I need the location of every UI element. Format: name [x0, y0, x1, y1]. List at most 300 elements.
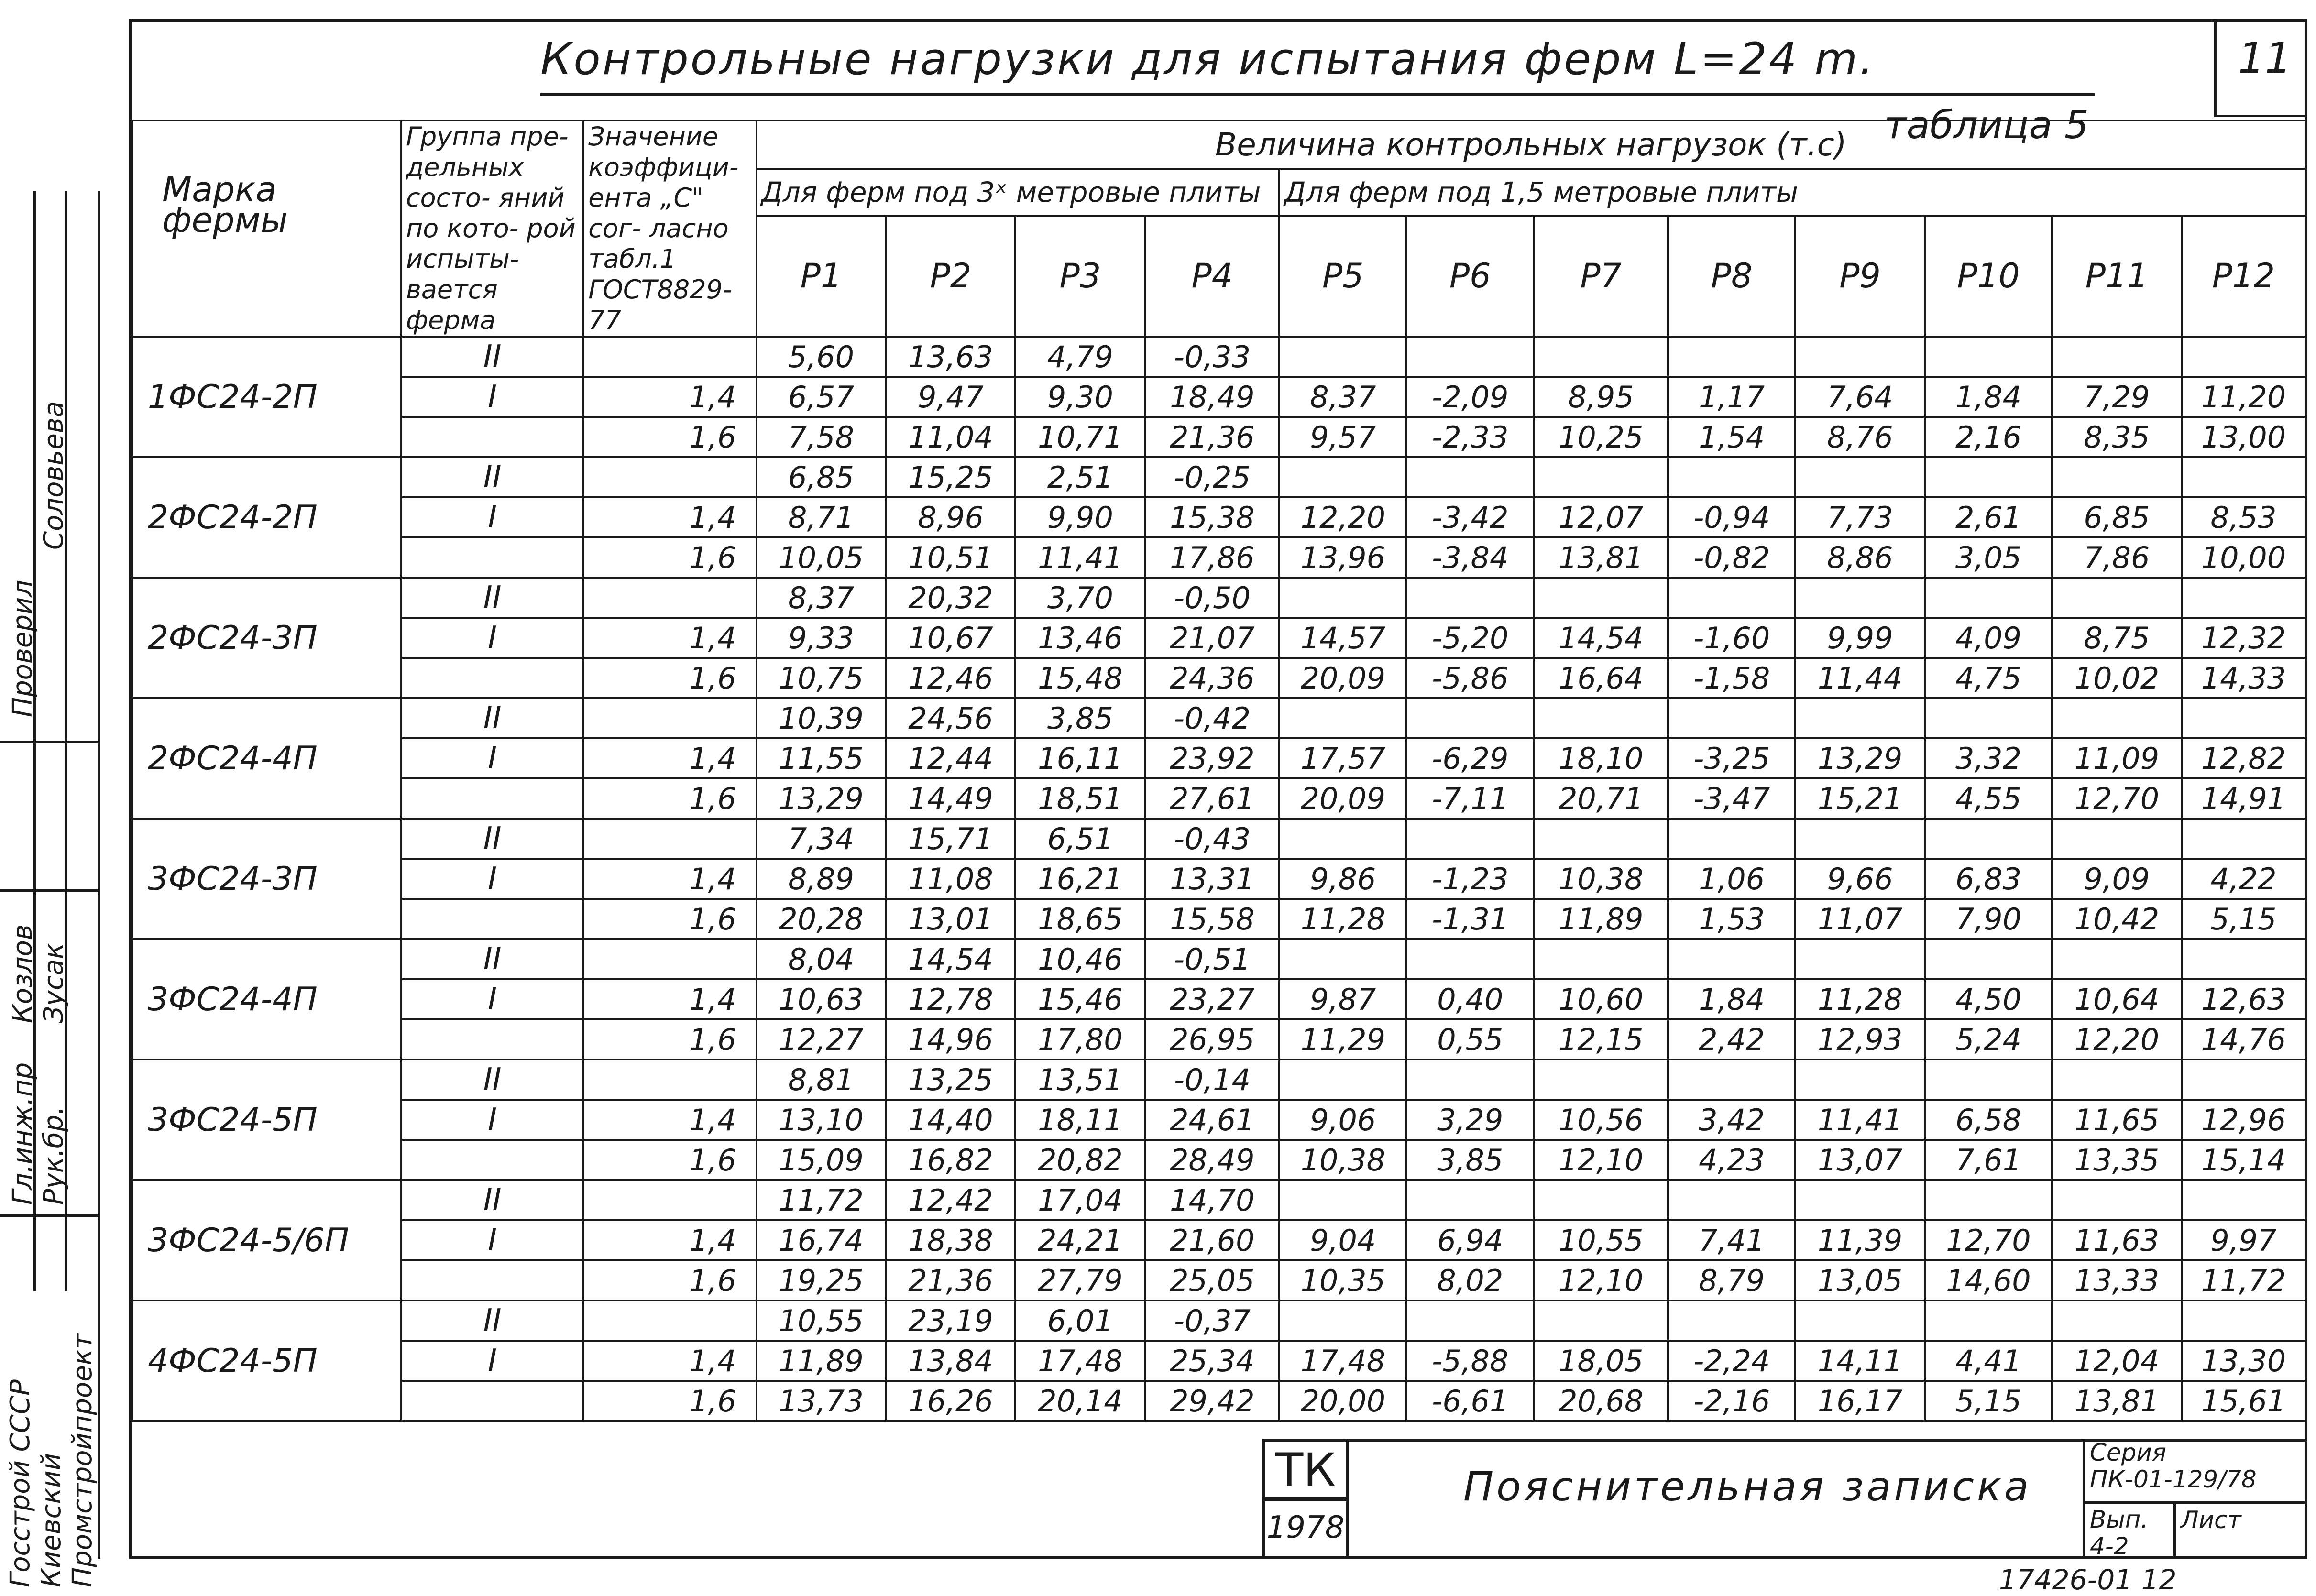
stamp-role: Гл.инж.пр: [7, 1062, 38, 1205]
table-row: [132, 578, 2305, 618]
load-value-p10: 4,09: [1925, 618, 2052, 658]
ferma-mark: 2ФС24-3П: [132, 578, 401, 698]
load-value-p12: 15,14: [2182, 1140, 2305, 1180]
coefficient-c: [583, 1060, 756, 1100]
load-value-p2: 15,71: [886, 819, 1016, 859]
load-value-p9: 11,39: [1795, 1220, 1925, 1260]
load-value-p10: [1925, 457, 2052, 497]
coefficient-c: 1,6: [583, 537, 756, 578]
load-value-p9: 12,93: [1795, 1019, 1925, 1060]
load-value-p9: 7,64: [1795, 377, 1925, 417]
limit-state-group: II: [401, 939, 583, 979]
load-value-p8: [1668, 1180, 1795, 1220]
load-value-p3: 17,48: [1015, 1341, 1145, 1381]
load-value-p4: 23,27: [1145, 979, 1279, 1019]
table-row: [132, 1341, 2305, 1381]
load-value-p10: 4,50: [1925, 979, 2052, 1019]
load-value-p2: 14,49: [886, 778, 1016, 819]
load-value-p4: 13,31: [1145, 859, 1279, 899]
table-row: [132, 1260, 2305, 1301]
load-value-p5: 9,04: [1279, 1220, 1406, 1260]
load-value-p4: 24,36: [1145, 658, 1279, 698]
load-value-p9: 8,76: [1795, 417, 1925, 457]
header-p11: P11: [2052, 216, 2182, 337]
title-block-title: Пояснительная записка: [1463, 1463, 2032, 1510]
coefficient-c: 1,6: [583, 1381, 756, 1421]
limit-state-group: II: [401, 1060, 583, 1100]
load-value-p7: 13,81: [1534, 537, 1668, 578]
load-value-p3: 10,71: [1015, 417, 1145, 457]
table-row: [132, 1100, 2305, 1140]
load-value-p1: 11,55: [757, 738, 886, 778]
load-value-p3: 3,85: [1015, 698, 1145, 738]
load-value-p8: -1,60: [1668, 618, 1795, 658]
load-value-p2: 12,46: [886, 658, 1016, 698]
limit-state-group: II: [401, 698, 583, 738]
load-value-p9: 11,44: [1795, 658, 1925, 698]
sheet-label: Лист: [2181, 1506, 2241, 1534]
load-value-p12: [2182, 337, 2305, 377]
load-value-p3: 3,70: [1015, 578, 1145, 618]
load-value-p4: 18,49: [1145, 377, 1279, 417]
load-value-p8: [1668, 578, 1795, 618]
coefficient-c: 1,4: [583, 497, 756, 537]
load-value-p1: 8,37: [757, 578, 886, 618]
load-value-p11: 12,04: [2052, 1341, 2182, 1381]
coefficient-c: 1,6: [583, 1260, 756, 1301]
coefficient-c: 1,6: [583, 1019, 756, 1060]
load-value-p1: 6,57: [757, 377, 886, 417]
load-value-p3: 17,80: [1015, 1019, 1145, 1060]
load-value-p6: -6,61: [1406, 1381, 1534, 1421]
load-value-p4: -0,43: [1145, 819, 1279, 859]
load-value-p12: 12,96: [2182, 1100, 2305, 1140]
table-row: [132, 1381, 2305, 1421]
load-value-p2: 12,78: [886, 979, 1016, 1019]
load-value-p3: 10,46: [1015, 939, 1145, 979]
load-value-p12: 11,72: [2182, 1260, 2305, 1301]
load-value-p11: 10,42: [2052, 899, 2182, 939]
load-value-p6: [1406, 698, 1534, 738]
load-value-p6: 3,85: [1406, 1140, 1534, 1180]
load-value-p11: 6,85: [2052, 497, 2182, 537]
load-value-p9: [1795, 939, 1925, 979]
load-value-p7: [1534, 1301, 1668, 1341]
load-value-p8: 1,84: [1668, 979, 1795, 1019]
title-block-divider: [2173, 1501, 2176, 1559]
coefficient-c: 1,4: [583, 738, 756, 778]
load-value-p8: -3,47: [1668, 778, 1795, 819]
coefficient-c: [583, 1301, 756, 1341]
load-value-p11: [2052, 1301, 2182, 1341]
table-row: [132, 337, 2305, 377]
load-value-p3: 24,21: [1015, 1220, 1145, 1260]
load-value-p1: 6,85: [757, 457, 886, 497]
load-value-p10: [1925, 1301, 2052, 1341]
load-value-p12: 8,53: [2182, 497, 2305, 537]
limit-state-group: I: [401, 497, 583, 537]
load-value-p11: 10,64: [2052, 979, 2182, 1019]
limit-state-group: [401, 778, 583, 819]
org-name-line: Госстрой СССР: [5, 1379, 36, 1587]
load-value-p1: 8,71: [757, 497, 886, 537]
load-value-p10: 6,83: [1925, 859, 2052, 899]
load-value-p7: 16,64: [1534, 658, 1668, 698]
limit-state-group: [401, 417, 583, 457]
title-block-divider: [2083, 1439, 2085, 1559]
load-value-p2: 13,84: [886, 1341, 1016, 1381]
load-value-p1: 8,89: [757, 859, 886, 899]
load-value-p2: 10,51: [886, 537, 1016, 578]
load-value-p8: -1,58: [1668, 658, 1795, 698]
load-value-p3: 6,01: [1015, 1301, 1145, 1341]
ferma-mark: 3ФС24-5П: [132, 1060, 401, 1180]
load-value-p11: 8,75: [2052, 618, 2182, 658]
load-value-p3: 9,90: [1015, 497, 1145, 537]
load-value-p12: 14,33: [2182, 658, 2305, 698]
load-value-p5: [1279, 578, 1406, 618]
load-value-p9: 9,99: [1795, 618, 1925, 658]
load-value-p2: 21,36: [886, 1260, 1016, 1301]
load-value-p6: -3,84: [1406, 537, 1534, 578]
load-value-p6: 8,02: [1406, 1260, 1534, 1301]
load-value-p5: 8,37: [1279, 377, 1406, 417]
load-value-p8: 3,42: [1668, 1100, 1795, 1140]
load-value-p2: 24,56: [886, 698, 1016, 738]
load-value-p6: 6,94: [1406, 1220, 1534, 1260]
coefficient-c: 1,6: [583, 417, 756, 457]
load-value-p4: 28,49: [1145, 1140, 1279, 1180]
load-value-p8: [1668, 337, 1795, 377]
load-value-p6: -3,42: [1406, 497, 1534, 537]
header-p2: P2: [886, 216, 1016, 337]
load-value-p7: 10,38: [1534, 859, 1668, 899]
load-value-p11: 11,63: [2052, 1220, 2182, 1260]
load-value-p2: 15,25: [886, 457, 1016, 497]
coefficient-c: 1,6: [583, 658, 756, 698]
load-value-p11: 13,33: [2052, 1260, 2182, 1301]
header-p3: P3: [1015, 216, 1145, 337]
load-value-p5: 11,29: [1279, 1019, 1406, 1060]
table-row: [132, 537, 2305, 578]
load-value-p11: [2052, 1180, 2182, 1220]
load-value-p6: [1406, 939, 1534, 979]
issue-cell: [2090, 1506, 2148, 1560]
load-value-p8: 4,23: [1668, 1140, 1795, 1180]
coefficient-c: [583, 819, 756, 859]
load-value-p11: [2052, 819, 2182, 859]
load-value-p3: 18,65: [1015, 899, 1145, 939]
coefficient-c: 1,6: [583, 778, 756, 819]
load-value-p3: 15,48: [1015, 658, 1145, 698]
limit-state-group: [401, 1381, 583, 1421]
load-value-p7: 18,10: [1534, 738, 1668, 778]
load-value-p5: 9,86: [1279, 859, 1406, 899]
header-p4: P4: [1145, 216, 1279, 337]
limit-state-group: II: [401, 578, 583, 618]
load-value-p5: 11,28: [1279, 899, 1406, 939]
load-value-p9: 15,21: [1795, 778, 1925, 819]
load-value-p1: 11,72: [757, 1180, 886, 1220]
coefficient-c: [583, 939, 756, 979]
load-value-p1: 10,63: [757, 979, 886, 1019]
title-underline: [540, 93, 2095, 96]
limit-state-group: I: [401, 1220, 583, 1260]
load-value-p12: 12,82: [2182, 738, 2305, 778]
load-value-p5: 12,20: [1279, 497, 1406, 537]
year-mark: 1978: [1262, 1497, 1349, 1559]
load-value-p9: [1795, 1301, 1925, 1341]
issue-label: Вып.: [2090, 1506, 2149, 1533]
load-value-p9: 11,41: [1795, 1100, 1925, 1140]
load-value-p11: 10,02: [2052, 658, 2182, 698]
left-stamp-border: [98, 191, 100, 1559]
stamp-name: Соловьева: [38, 401, 69, 550]
footer-code: 17426-01 12: [1999, 1563, 2177, 1596]
load-value-p2: 13,63: [886, 337, 1016, 377]
load-value-p1: 10,55: [757, 1301, 886, 1341]
load-value-p3: 2,51: [1015, 457, 1145, 497]
coefficient-c: [583, 578, 756, 618]
load-value-p8: -3,25: [1668, 738, 1795, 778]
load-value-p11: [2052, 939, 2182, 979]
load-value-p8: -0,94: [1668, 497, 1795, 537]
load-value-p5: [1279, 1060, 1406, 1100]
stamp-name: Козлов: [7, 924, 38, 1023]
tk-mark: ТК: [1262, 1439, 1349, 1501]
load-value-p6: [1406, 1060, 1534, 1100]
load-value-p3: 18,51: [1015, 778, 1145, 819]
load-value-p4: 25,34: [1145, 1341, 1279, 1381]
load-value-p11: 11,09: [2052, 738, 2182, 778]
load-value-p2: 14,54: [886, 939, 1016, 979]
load-value-p3: 17,04: [1015, 1180, 1145, 1220]
load-value-p7: 12,10: [1534, 1260, 1668, 1301]
load-value-p4: 14,70: [1145, 1180, 1279, 1220]
table-row: [132, 738, 2305, 778]
header-3m-slabs: Для ферм под 3ˣ метровые плиты: [757, 169, 1280, 216]
load-value-p6: -1,23: [1406, 859, 1534, 899]
load-value-p2: 23,19: [886, 1301, 1016, 1341]
limit-state-group: II: [401, 1180, 583, 1220]
load-value-p2: 11,08: [886, 859, 1016, 899]
load-value-p10: [1925, 819, 2052, 859]
table-row: [132, 778, 2305, 819]
load-value-p1: 13,29: [757, 778, 886, 819]
load-value-p2: 14,96: [886, 1019, 1016, 1060]
limit-state-group: I: [401, 738, 583, 778]
title-block-divider: [2083, 1501, 2307, 1504]
load-value-p9: 13,29: [1795, 738, 1925, 778]
load-value-p11: [2052, 698, 2182, 738]
header-p7: P7: [1534, 216, 1668, 337]
load-value-p9: [1795, 1060, 1925, 1100]
load-value-p1: 15,09: [757, 1140, 886, 1180]
load-value-p6: -7,11: [1406, 778, 1534, 819]
load-value-p10: 12,70: [1925, 1220, 2052, 1260]
load-value-p12: [2182, 457, 2305, 497]
coefficient-c: 1,4: [583, 859, 756, 899]
load-value-p4: -0,37: [1145, 1301, 1279, 1341]
load-value-p2: 12,44: [886, 738, 1016, 778]
coefficient-c: 1,4: [583, 618, 756, 658]
load-value-p10: 2,61: [1925, 497, 2052, 537]
load-value-p7: 20,71: [1534, 778, 1668, 819]
limit-state-group: I: [401, 618, 583, 658]
load-value-p7: 10,60: [1534, 979, 1668, 1019]
load-value-p11: 12,20: [2052, 1019, 2182, 1060]
table-row: [132, 497, 2305, 537]
load-value-p2: 14,40: [886, 1100, 1016, 1140]
stamp-divider: [0, 889, 98, 892]
load-value-p6: 0,40: [1406, 979, 1534, 1019]
load-value-p4: 21,60: [1145, 1220, 1279, 1260]
load-value-p9: [1795, 337, 1925, 377]
load-value-p8: [1668, 819, 1795, 859]
load-value-p12: [2182, 819, 2305, 859]
load-value-p2: 9,47: [886, 377, 1016, 417]
load-value-p4: 21,36: [1145, 417, 1279, 457]
load-value-p6: [1406, 457, 1534, 497]
limit-state-group: [401, 1019, 583, 1060]
load-value-p1: 7,58: [757, 417, 886, 457]
coefficient-c: 1,4: [583, 377, 756, 417]
load-value-p10: [1925, 1060, 2052, 1100]
load-value-p9: [1795, 457, 1925, 497]
limit-state-group: I: [401, 377, 583, 417]
load-value-p2: 12,42: [886, 1180, 1016, 1220]
load-value-p1: 10,75: [757, 658, 886, 698]
load-value-p8: 1,17: [1668, 377, 1795, 417]
load-value-p3: 4,79: [1015, 337, 1145, 377]
load-value-p3: 13,51: [1015, 1060, 1145, 1100]
load-value-p11: 8,35: [2052, 417, 2182, 457]
load-value-p10: 4,55: [1925, 778, 2052, 819]
load-value-p6: 0,55: [1406, 1019, 1534, 1060]
series-cell: [2090, 1439, 2257, 1493]
load-value-p9: 13,07: [1795, 1140, 1925, 1180]
load-value-p1: 13,73: [757, 1381, 886, 1421]
load-value-p7: [1534, 578, 1668, 618]
table-row: [132, 819, 2305, 859]
coefficient-c: 1,4: [583, 1341, 756, 1381]
sheet-number-box: [2214, 19, 2217, 115]
stamp-name: Зусак: [38, 943, 69, 1023]
org-name-line: Киевский: [36, 1453, 67, 1587]
load-value-p10: 7,90: [1925, 899, 2052, 939]
load-value-p10: 3,32: [1925, 738, 2052, 778]
limit-state-group: I: [401, 1341, 583, 1381]
load-value-p9: 11,28: [1795, 979, 1925, 1019]
header-group: Группа пре- дельных состо- яний по кото- рой испыты- вается ферма: [401, 120, 583, 337]
load-value-p4: -0,14: [1145, 1060, 1279, 1100]
series-value: ПК-01-129/78: [2090, 1465, 2257, 1493]
header-mark: Марка фермы: [132, 120, 401, 337]
load-value-p3: 20,14: [1015, 1381, 1145, 1421]
limit-state-group: II: [401, 1301, 583, 1341]
load-value-p12: [2182, 939, 2305, 979]
load-value-p1: 5,60: [757, 337, 886, 377]
coefficient-c: [583, 337, 756, 377]
load-value-p11: 7,86: [2052, 537, 2182, 578]
coefficient-c: 1,6: [583, 1140, 756, 1180]
load-value-p7: [1534, 337, 1668, 377]
load-value-p4: -0,42: [1145, 698, 1279, 738]
load-value-p5: [1279, 1301, 1406, 1341]
load-value-p3: 16,11: [1015, 738, 1145, 778]
load-value-p3: 27,79: [1015, 1260, 1145, 1301]
load-value-p5: [1279, 819, 1406, 859]
load-value-p1: 13,10: [757, 1100, 886, 1140]
load-value-p9: 16,17: [1795, 1381, 1925, 1421]
load-value-p10: [1925, 698, 2052, 738]
load-value-p10: 4,41: [1925, 1341, 2052, 1381]
limit-state-group: [401, 1140, 583, 1180]
load-value-p6: -5,20: [1406, 618, 1534, 658]
load-value-p7: [1534, 819, 1668, 859]
load-value-p12: 11,20: [2182, 377, 2305, 417]
stamp-divider: [0, 1214, 98, 1217]
header-p5: P5: [1279, 216, 1406, 337]
load-value-p5: 20,00: [1279, 1381, 1406, 1421]
load-value-p9: 13,05: [1795, 1260, 1925, 1301]
load-value-p5: 9,57: [1279, 417, 1406, 457]
load-value-p1: 20,28: [757, 899, 886, 939]
org-name-line: Промстройпроект: [67, 1333, 98, 1587]
load-value-p5: 20,09: [1279, 658, 1406, 698]
load-value-p7: 10,25: [1534, 417, 1668, 457]
header-p8: P8: [1668, 216, 1795, 337]
load-value-p8: -2,24: [1668, 1341, 1795, 1381]
limit-state-group: [401, 899, 583, 939]
load-value-p12: 4,22: [2182, 859, 2305, 899]
load-value-p10: [1925, 939, 2052, 979]
load-value-p1: 7,34: [757, 819, 886, 859]
load-value-p6: -5,86: [1406, 658, 1534, 698]
load-value-p12: 9,97: [2182, 1220, 2305, 1260]
ferma-mark: 2ФС24-4П: [132, 698, 401, 819]
limit-state-group: II: [401, 337, 583, 377]
load-value-p5: [1279, 457, 1406, 497]
load-value-p12: 15,61: [2182, 1381, 2305, 1421]
ferma-mark: 3ФС24-3П: [132, 819, 401, 939]
limit-state-group: II: [401, 457, 583, 497]
header-1-5m-slabs: Для ферм под 1,5 метровые плиты: [1279, 169, 2305, 216]
load-value-p5: 20,09: [1279, 778, 1406, 819]
load-value-p8: [1668, 939, 1795, 979]
load-value-p5: [1279, 1180, 1406, 1220]
load-value-p10: 14,60: [1925, 1260, 2052, 1301]
limit-state-group: [401, 537, 583, 578]
load-value-p12: [2182, 1180, 2305, 1220]
load-value-p12: 14,76: [2182, 1019, 2305, 1060]
load-value-p4: 26,95: [1145, 1019, 1279, 1060]
load-value-p10: 4,75: [1925, 658, 2052, 698]
load-value-p4: 15,38: [1145, 497, 1279, 537]
load-value-p12: [2182, 698, 2305, 738]
load-value-p4: 17,86: [1145, 537, 1279, 578]
load-value-p1: 9,33: [757, 618, 886, 658]
table-row: [132, 698, 2305, 738]
load-value-p4: -0,50: [1145, 578, 1279, 618]
load-value-p12: 13,00: [2182, 417, 2305, 457]
load-value-p11: 7,29: [2052, 377, 2182, 417]
load-value-p9: 7,73: [1795, 497, 1925, 537]
load-value-p5: 17,48: [1279, 1341, 1406, 1381]
load-value-p10: 6,58: [1925, 1100, 2052, 1140]
load-value-p9: 11,07: [1795, 899, 1925, 939]
load-value-p7: 12,10: [1534, 1140, 1668, 1180]
